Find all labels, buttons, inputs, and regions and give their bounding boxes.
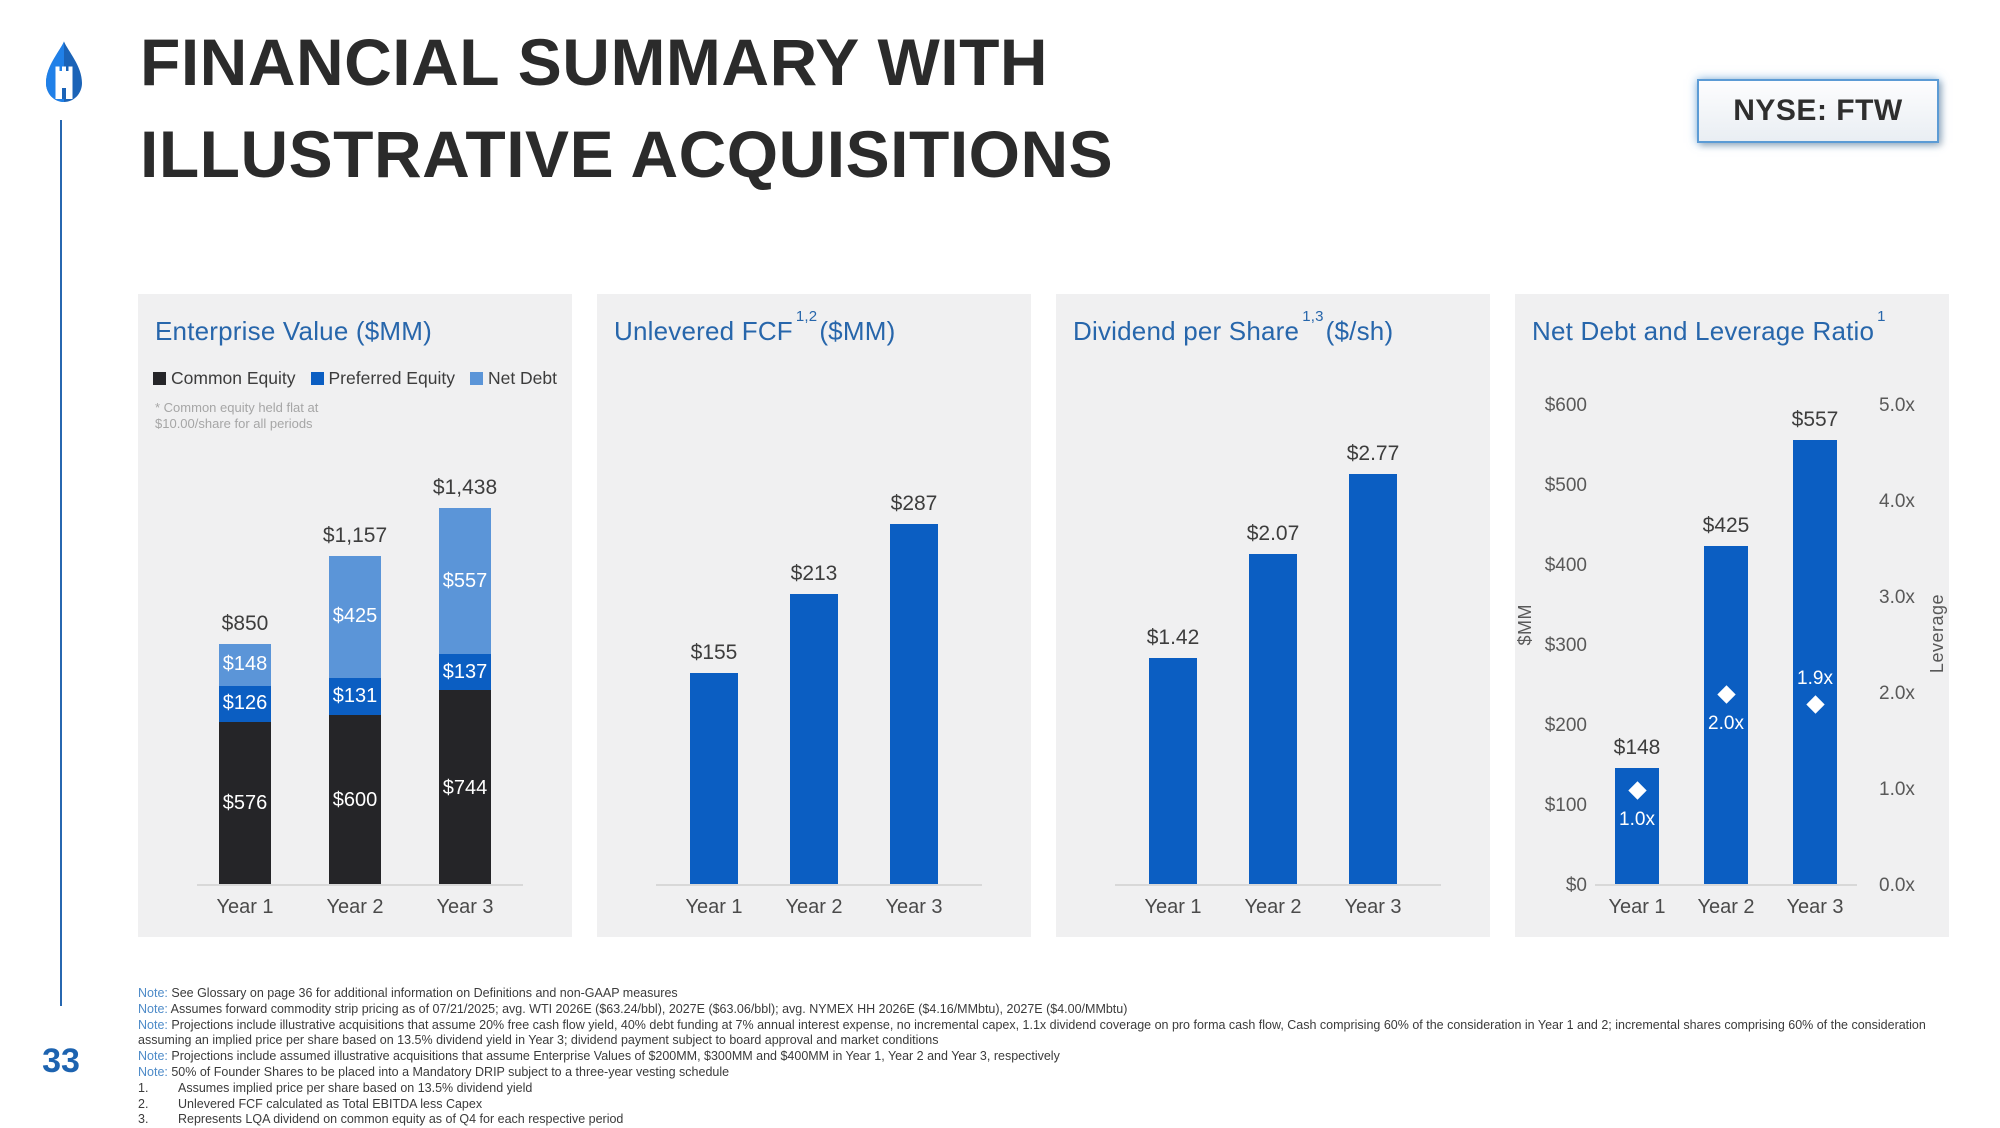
chart-title-superscript: 1,3 xyxy=(1302,308,1324,326)
legend-swatch-icon xyxy=(311,372,324,385)
bar-column xyxy=(322,476,388,886)
bar-segment xyxy=(219,722,271,886)
bar-segment xyxy=(439,654,491,690)
enterprise-legend xyxy=(153,368,557,389)
netdebt-leverage-panel xyxy=(1515,294,1949,937)
category-label: Year 3 xyxy=(1786,896,1844,918)
bar-column xyxy=(1346,442,1400,886)
numbered-footnote xyxy=(138,1081,1938,1097)
left-axis-title: $MM xyxy=(1515,604,1535,646)
chart-title-superscript: 1,2 xyxy=(795,308,818,326)
left-axis-tick: $500 xyxy=(1544,475,1587,496)
x-axis-line xyxy=(1115,884,1441,886)
bar-total-label: $1,157 xyxy=(322,524,388,548)
bar-segment xyxy=(439,690,491,886)
footnote-number: 3. xyxy=(138,1112,149,1127)
bar-segment xyxy=(329,715,381,886)
bar-column xyxy=(1704,406,1748,886)
right-axis-tick: 5.0x xyxy=(1879,395,1915,416)
left-axis-tick: $200 xyxy=(1544,715,1587,736)
footnote-text: Represents LQA dividend on common equity as of Q4 for each respective period xyxy=(178,1112,624,1127)
category-label: Year 1 xyxy=(1144,896,1202,918)
right-axis-tick: 3.0x xyxy=(1879,587,1915,608)
bar-column xyxy=(219,476,271,886)
chart-title-text: Dividend per Share xyxy=(1073,316,1300,346)
x-axis-line xyxy=(197,884,523,886)
chart-title xyxy=(1073,308,1394,347)
category-axis xyxy=(1595,896,1857,919)
note-line xyxy=(138,1018,1938,1050)
category-axis xyxy=(614,896,1014,919)
bar-value-label: $148 xyxy=(1613,735,1661,759)
bar-total-label: $850 xyxy=(221,611,269,635)
footnote-number: 2. xyxy=(138,1096,149,1111)
bars xyxy=(1073,442,1473,886)
bar-value-label: $287 xyxy=(890,492,938,515)
bar-total-label: $1,438 xyxy=(432,476,498,499)
chart-title-suffix: ($/sh) xyxy=(1325,316,1394,346)
x-axis-line xyxy=(1595,884,1857,886)
left-rail-divider xyxy=(60,120,62,1006)
bar xyxy=(1249,554,1297,886)
chart-annotation: * Common equity held flat at $10.00/share for all periods xyxy=(155,400,319,431)
legend-swatch-icon xyxy=(470,372,483,385)
bar-segment-label: $744 xyxy=(442,776,488,799)
ticker-badge xyxy=(1697,79,1939,143)
bar xyxy=(1149,658,1197,886)
bar-segment-label: $576 xyxy=(222,792,268,815)
numbered-footnote xyxy=(138,1097,1938,1113)
right-axis-tick: 4.0x xyxy=(1879,491,1915,512)
bars xyxy=(1595,406,1857,886)
legend-item xyxy=(470,368,557,389)
chart-title-text: Unlevered FCF xyxy=(614,316,793,346)
unlevered-fcf-panel xyxy=(597,294,1031,937)
category-label: Year 1 xyxy=(1608,896,1666,918)
category-label: Year 2 xyxy=(1244,896,1302,918)
chart-title-text: Net Debt and Leverage Ratio xyxy=(1532,316,1875,346)
bar-column xyxy=(890,492,938,886)
slide-title-line2: ILLUSTRATIVE ACQUISITIONS xyxy=(140,117,1114,191)
bar-segment-label: $126 xyxy=(222,692,268,715)
bar-segment xyxy=(219,686,271,722)
note-label: Note: xyxy=(138,1001,171,1016)
category-label: Year 2 xyxy=(326,896,384,918)
bar-value-label: $2.77 xyxy=(1346,442,1400,465)
enterprise-plot xyxy=(155,476,555,918)
bar-column xyxy=(1793,406,1837,886)
note-label: Note: xyxy=(138,1017,172,1032)
bar-segment xyxy=(219,644,271,686)
chart-panels xyxy=(138,294,1949,937)
left-axis-tick: $400 xyxy=(1544,555,1587,576)
right-axis-title: Leverage xyxy=(1927,594,1947,674)
enterprise-value-panel xyxy=(138,294,572,937)
slide-title xyxy=(140,16,1113,200)
bars xyxy=(614,492,1014,886)
bar-column xyxy=(432,476,498,886)
category-label: Year 2 xyxy=(1697,896,1755,918)
bar-value-label: $1.42 xyxy=(1146,626,1200,650)
numbered-footnote xyxy=(138,1112,1938,1128)
legend-item xyxy=(311,368,455,389)
note-line xyxy=(138,1049,1938,1065)
chart-title-text: Enterprise Value ($MM) xyxy=(155,316,433,346)
right-axis-tick: 0.0x xyxy=(1879,875,1915,896)
bar-segment-label: $600 xyxy=(332,788,378,811)
legend-item xyxy=(153,368,296,389)
dividend-plot xyxy=(1073,442,1473,918)
bar xyxy=(790,594,838,886)
category-label: Year 1 xyxy=(216,896,274,918)
page-number: 33 xyxy=(42,1042,80,1080)
netdebt-plot xyxy=(1595,406,1857,918)
castle-droplet-logo xyxy=(39,40,89,105)
bar-value-label: $155 xyxy=(690,641,738,665)
bar-column xyxy=(1246,442,1300,886)
note-label: Note: xyxy=(138,1064,172,1079)
footnote-text: Unlevered FCF calculated as Total EBITDA less Capex xyxy=(178,1096,483,1111)
bar-value-label: $425 xyxy=(1702,514,1750,537)
right-axis-tick: 1.0x xyxy=(1879,779,1915,800)
legend-label: Common Equity xyxy=(171,368,296,388)
leverage-label: 1.9x xyxy=(1797,667,1833,689)
bar-segment xyxy=(439,508,491,654)
bar-segment-label: $137 xyxy=(442,660,488,683)
note-line xyxy=(138,1065,1938,1081)
category-label: Year 3 xyxy=(885,896,943,918)
chart-title xyxy=(1532,308,1888,347)
bar-value-label: $213 xyxy=(790,561,838,585)
bar-segment-label: $557 xyxy=(442,569,488,592)
footnotes xyxy=(138,986,1938,1128)
note-line xyxy=(138,986,1938,1002)
bars xyxy=(155,476,555,886)
bar-column xyxy=(790,492,838,886)
left-axis-tick: $600 xyxy=(1544,395,1587,416)
x-axis-line xyxy=(656,884,982,886)
note-text: Projections include assumed illustrative acquisitions that assume Enterprise Values of $200MM, $300MM and $400MM in Year 1, Year 2 and Year 3, respectively xyxy=(171,1049,1060,1064)
bar-segment-label: $148 xyxy=(222,653,268,676)
bar-value-label: $557 xyxy=(1791,408,1839,432)
category-axis xyxy=(155,896,555,919)
bar-segment xyxy=(329,678,381,715)
ticker-label: NYSE: FTW xyxy=(1733,94,1903,127)
bar-segment xyxy=(329,556,381,677)
netdebt-left-ticks xyxy=(1521,395,1587,896)
category-label: Year 2 xyxy=(785,896,843,918)
bar-value-label: $2.07 xyxy=(1246,522,1300,546)
note-label: Note: xyxy=(138,1049,172,1064)
bar-segment-label: $131 xyxy=(332,684,378,707)
note-text: 50% of Founder Shares to be placed into a Mandatory DRIP subject to a three-year vesting schedule xyxy=(171,1064,730,1079)
bar-column xyxy=(1615,406,1659,886)
chart-title-superscript: 1 xyxy=(1877,308,1886,326)
bar-column xyxy=(1146,442,1200,886)
right-axis-tick: 2.0x xyxy=(1879,683,1915,704)
bar-segment-label: $425 xyxy=(332,605,378,628)
note-text: See Glossary on page 36 for additional information on Definitions and non-GAAP measures xyxy=(171,986,678,1000)
dividend-panel xyxy=(1056,294,1490,937)
chart-title-suffix: ($MM) xyxy=(819,316,896,346)
footnote-number: 1. xyxy=(138,1080,149,1095)
leverage-label: 2.0x xyxy=(1708,713,1744,734)
fcf-plot xyxy=(614,492,1014,918)
legend-label: Preferred Equity xyxy=(328,368,455,388)
bar-column xyxy=(690,492,738,886)
note-label: Note: xyxy=(138,986,172,1000)
left-axis-tick: $0 xyxy=(1565,875,1587,896)
note-line xyxy=(138,1002,1938,1018)
bar xyxy=(1793,440,1837,886)
left-axis-tick: $100 xyxy=(1544,795,1587,816)
slide-title-line1: FINANCIAL SUMMARY WITH xyxy=(140,25,1049,99)
note-text: Projections include illustrative acquisitions that assume 20% free cash flow yield, 40% debt funding at 7% annual interest expense, no incremental capex, 1.1x dividend coverage on pro forma cash flow, Cash comprising 60% of the consideration in Year 1 and 2; incremental shares comprising 60% of the consideration assuming an implied price per share based on 13.5% dividend yield in Year 3; dividend payment subject to board approval and market conditions xyxy=(138,1017,1926,1048)
chart-title xyxy=(155,316,437,347)
category-label: Year 3 xyxy=(436,896,494,918)
bar xyxy=(1349,474,1397,886)
category-label: Year 1 xyxy=(685,896,743,918)
note-text: Assumes forward commodity strip pricing as of 07/21/2025; avg. WTI 2026E ($63.24/bbl), 2027E ($63.06/bbl); avg. NYMEX HH 2026E ($4.16/MMbtu), 2027E ($4.00/MMbtu) xyxy=(170,1001,1128,1016)
legend-swatch-icon xyxy=(153,372,166,385)
chart-title xyxy=(614,308,896,347)
footnote-text: Assumes implied price per share based on 13.5% dividend yield xyxy=(178,1080,533,1095)
leverage-label: 1.0x xyxy=(1619,809,1655,830)
bar xyxy=(690,673,738,886)
category-label: Year 3 xyxy=(1344,896,1402,918)
bar xyxy=(890,524,938,886)
category-axis xyxy=(1073,896,1473,919)
legend-label: Net Debt xyxy=(487,368,558,388)
left-axis-tick: $300 xyxy=(1544,635,1587,656)
